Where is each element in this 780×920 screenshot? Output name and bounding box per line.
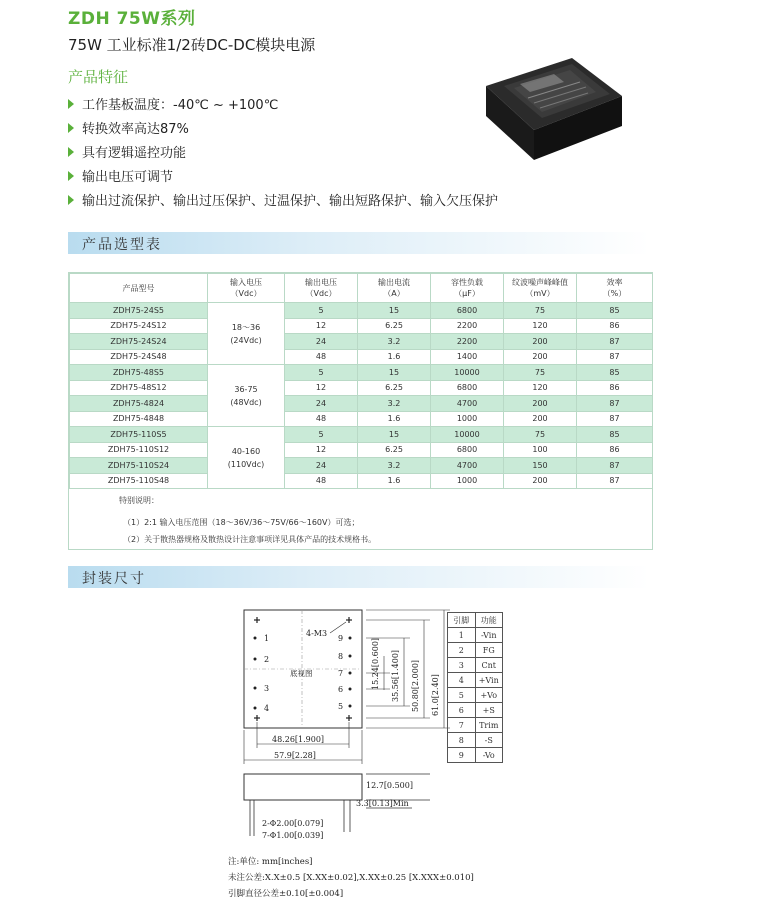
pin-label: 4 xyxy=(264,704,270,713)
table-row: ZDH75-110S12 12 6.25 6800 100 86 xyxy=(70,442,653,458)
left-pin-group xyxy=(254,634,270,713)
col-header-ripple: 纹波噪声峰峰值 （mV） xyxy=(504,274,577,303)
footnote-units: 注:单位: mm[inches] xyxy=(228,857,313,867)
feature-item: 转换效率高达87% xyxy=(68,118,189,137)
table-row: ZDH75-110S5 40-160 (110Vdc) 5 15 10000 75 85 xyxy=(70,427,653,443)
note-item: （1）2:1 输入电压范围（18～36V/36～75V/66～160V）可选； xyxy=(123,518,360,527)
bottom-view-label: 底视图 xyxy=(290,669,313,678)
table-notes xyxy=(69,489,652,549)
vin-range-cell: 40-160 (110Vdc) xyxy=(208,427,285,489)
pin-label: 3 xyxy=(264,684,270,693)
feature-item: 工作基板温度：-40℃ ~ +100℃ xyxy=(68,94,278,113)
table-row: ZDH75-4824 24 3.2 4700 200 87 xyxy=(70,396,653,412)
dim-57-9: 57.9[2.28] xyxy=(274,751,316,760)
pin-table-row: 4 +Vin xyxy=(448,673,503,688)
product-subtitle: 75W 工业标准1/2砖DC-DC模块电源 xyxy=(68,36,316,54)
table-row: ZDH75-24S5 18～36 (24Vdc) 5 15 6800 75 85 xyxy=(70,303,653,319)
triangle-bullet-icon xyxy=(68,123,74,133)
footnote-pin-tolerance: 引脚直径公差±0.10[±0.004] xyxy=(228,889,344,899)
dim-50-80: 50.80[2.000] xyxy=(411,659,420,712)
section-bar-package xyxy=(68,566,650,588)
notes-title: 特别说明： xyxy=(119,496,159,505)
feature-item: 输出过流保护、输出过压保护、过温保护、输出短路保护、输入欠压保护 xyxy=(68,190,498,209)
dim-pin-dia-2: 2-Φ2.00[0.079] xyxy=(262,819,324,828)
feature-item: 输出电压可调节 xyxy=(68,166,173,185)
pin-label: 2 xyxy=(264,655,270,664)
pin-table-row: 8 -S xyxy=(448,733,503,748)
triangle-bullet-icon xyxy=(68,171,74,181)
col-header-capload: 容性负载 （μF） xyxy=(431,274,504,303)
table-header-row xyxy=(70,274,653,303)
screw-label: 4-M3 xyxy=(306,629,328,638)
table-row: ZDH75-24S12 12 6.25 2200 120 86 xyxy=(70,318,653,334)
table-row: ZDH75-48S5 36-75 (48Vdc) 5 15 10000 75 85 xyxy=(70,365,653,381)
section-bar-selection xyxy=(68,232,650,254)
dim-height: 12.7[0.500] xyxy=(366,781,413,790)
feature-item: 具有逻辑遥控功能 xyxy=(68,142,186,161)
table-row: ZDH75-110S48 48 1.6 1000 200 87 xyxy=(70,473,653,489)
note-item: （2）关于散热器规格及散热设计注意事项详见具体产品的技术规格书。 xyxy=(123,535,377,544)
section-title: 产品选型表 xyxy=(82,237,162,253)
triangle-bullet-icon xyxy=(68,195,74,205)
pin-table-row: 7 Trim xyxy=(448,718,503,733)
col-header-vout: 输出电压 （Vdc） xyxy=(285,274,358,303)
pin-table-row: 2 FG xyxy=(448,643,503,658)
pin-label: 5 xyxy=(338,702,344,711)
dim-pin-length: 3.3[0.13]Min xyxy=(356,799,409,808)
module-photo xyxy=(484,56,624,164)
series-title: ZDH 75W系列 xyxy=(68,9,196,29)
pin-table-row: 6 +S xyxy=(448,703,503,718)
right-pin-group xyxy=(338,634,352,711)
col-header-iout: 输出电流 （A） xyxy=(358,274,431,303)
table-row: ZDH75-4848 48 1.6 1000 200 87 xyxy=(70,411,653,427)
pin-table-header: 引脚 功能 xyxy=(448,613,503,628)
table-row: ZDH75-48S12 12 6.25 6800 120 86 xyxy=(70,380,653,396)
col-header-vin: 输入电压 （Vdc） xyxy=(208,274,285,303)
table-row: ZDH75-110S24 24 3.2 4700 150 87 xyxy=(70,458,653,474)
table-row: ZDH75-24S48 48 1.6 1400 200 87 xyxy=(70,349,653,365)
dim-61-0: 61.0[2.40] xyxy=(431,674,440,716)
features-heading: 产品特征 xyxy=(68,68,129,86)
pin-label: 9 xyxy=(338,634,344,643)
pin-table-row: 1 -Vin xyxy=(448,628,503,643)
col-header-model: 产品型号 xyxy=(70,274,208,303)
pin-label: 8 xyxy=(338,652,344,661)
dim-35-56: 35.56[1.400] xyxy=(391,649,400,702)
selection-table xyxy=(68,272,653,550)
dim-48-26: 48.26[1.900] xyxy=(272,735,325,744)
pin-label: 1 xyxy=(264,634,270,643)
table-row: ZDH75-24S24 24 3.2 2200 200 87 xyxy=(70,334,653,350)
triangle-bullet-icon xyxy=(68,147,74,157)
triangle-bullet-icon xyxy=(68,99,74,109)
col-header-efficiency: 效率 （%） xyxy=(577,274,653,303)
vin-range-cell: 18～36 (24Vdc) xyxy=(208,303,285,365)
pin-table-row: 3 Cnt xyxy=(448,658,503,673)
pin-label: 6 xyxy=(338,685,344,694)
pin-function-table xyxy=(447,612,503,763)
section-title: 封装尺寸 xyxy=(82,571,146,587)
pin-table-row: 5 +Vo xyxy=(448,688,503,703)
vin-range-cell: 36-75 (48Vdc) xyxy=(208,365,285,427)
dim-15-24: 15.24[0.600] xyxy=(371,637,380,690)
dim-pin-dia-7: 7-Φ1.00[0.039] xyxy=(262,831,324,840)
footnote-tolerance: 未注公差:X.X±0.5 [X.XX±0.02],X.XX±0.25 [X.XXX±0.010] xyxy=(228,873,474,883)
pin-label: 7 xyxy=(338,669,344,678)
pin-table-row: 9 -Vo xyxy=(448,748,503,763)
